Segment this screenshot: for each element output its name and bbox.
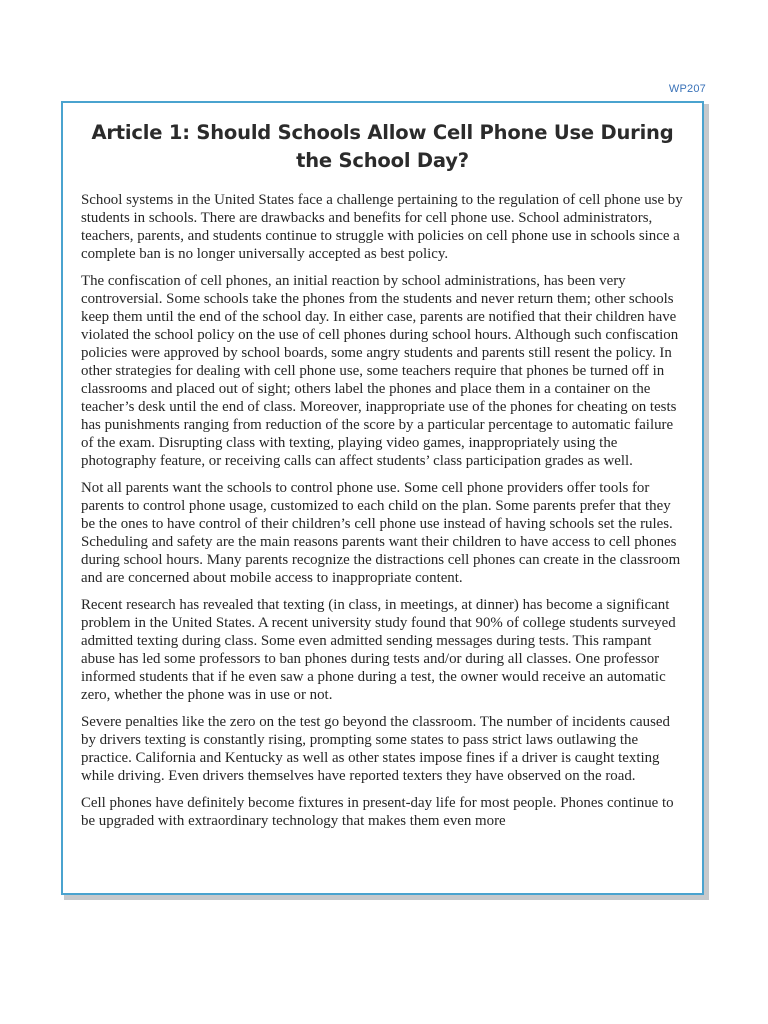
article-paragraph: Recent research has revealed that texting (in class, in meetings, at dinner) has become a significant problem in the United States. A recent university study found that 90% of college students surveyed admitted texting during class. Some even admitted sending messages during tests. This rampant abuse has led some professors to ban phones during tests and/or during all classes. One professor informed students that if he even saw a phone during a test, the owner would receive an automatic zero, whether the phone was in use or not. (81, 597, 676, 703)
article-body (81, 191, 688, 830)
article-frame (61, 101, 704, 895)
article-paragraph: Not all parents want the schools to control phone use. Some cell phone providers offer tools for parents to control phone usage, customized to each child on the plan. Some parents prefer that they be the ones to have control of their children’s cell phone use instead of having schools set the rules. Scheduling and safety are the main reasons parents want their children to have access to cell phones during school hours. Many parents recognize the distractions cell phones can create in the classroom and are concerned about mobile access to inappropriate content. (81, 480, 681, 586)
article-paragraph: School systems in the United States face a challenge pertaining to the regulation of cell phone use by students in schools. There are drawbacks and benefits for cell phone use. School administrators, teachers, parents, and students continue to struggle with policies on cell phone use in schools since a complete ban is no longer universally accepted as best policy. (81, 192, 683, 262)
article-paragraph: Severe penalties like the zero on the test go beyond the classroom. The number of incidents caused by drivers texting is constantly rising, prompting some states to pass strict laws outlawing the practice. California and Kentucky as well as other states impose fines if a driver is caught texting while driving. Even drivers themselves have reported texters they have observed on the road. (81, 714, 670, 784)
article-paragraph: Cell phones have definitely become fixtures in present-day life for most people. Phones continue to be upgraded with extraordinary technology that makes them even more (81, 795, 674, 829)
article-paragraph: The confiscation of cell phones, an initial reaction by school administrations, has been very controversial. Some schools take the phones from the students and never return them; other schools keep them until the end of the school day. In either case, parents are notified that their children have violated the school policy on the use of cell phones during school hours. Although such confiscation policies were approved by school boards, some angry students and parents still resent the policy. In other strategies for dealing with cell phone use, some teachers require that phones be turned off in classrooms and placed out of sight; others label the phones and place them in a container on the teacher’s desk until the end of class. Moreover, inappropriate use of the phones for cheating on tests has punishments ranging from reduction of the score by a particular percentage to automatic failure of the exam. Disrupting class with texting, playing video games, inappropriately using the photography feature, or receiving calls can affect students’ class participation grades as well. (81, 273, 679, 469)
page-code: WP207 (668, 83, 706, 95)
article-title: Article 1: Should Schools Allow Cell Phone Use During the School Day? (91, 121, 674, 172)
